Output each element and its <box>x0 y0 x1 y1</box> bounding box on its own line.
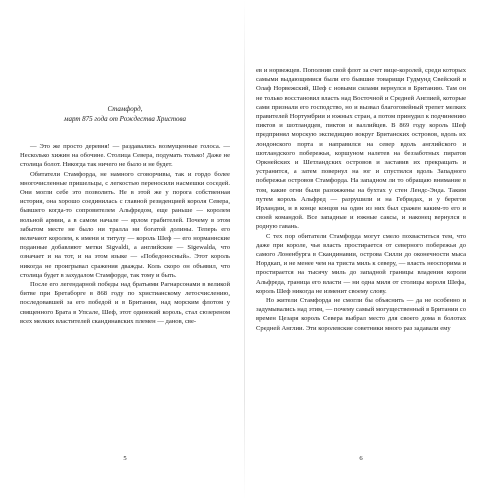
paragraph: Обитатели Стамфорда, не намного сговорчивы, так и гордо более многочисленные пришельцы, с легкостью переносили насмешки соседей. Они могли себе это позволить. Не в этой же у порога собственная история, она хорошо соединилась с главной резиденцией короля Севера, бывшего когда-то сопровителем Альфредом, еще раньше — королем вольной армии, а в самом начале — ярлом грабителей. Почему в этом забытом месте не было ни тралла ни богатой долины. Теперь его величают королем, к имени и титулу — король Шеф — его норманнские поданные добавляют метки Sigvaldi, а английские — Sigewalda, что означает и на тот, и на этом языке — «Победоносный». Этот король никогда не проигрывал сражения дважды. Коль скоро он объявил, что столица будет в захудалом Стамфорде, так тому и быть. <box>20 170 230 279</box>
paragraph: — Это же просто деревня! — раздавались возмущенные голоса. — Несколько хижин на обочине. Столица Севера, подумать только! Даже не столица болот. Никогда так ничего не было и не будет. <box>20 143 230 169</box>
chapter-header <box>20 104 230 124</box>
left-page <box>20 0 230 500</box>
right-page <box>256 0 466 500</box>
gutter-divider <box>244 0 245 500</box>
paragraph: ев и норвежцев. Пополнив свой флот за счет вице-королей, среди которых самыми выдающимися были его бывшие товарищи Гудмунд Свейский и Олаф Норвежский, Шеф с новыми силами вернулся в Британию. Там он не только восстановил власть над Восточной и Средней Англией, которые сами признали его господство, но и вызвал благоговейный трепет мелких правителей Нортумбрии и южных стран, а потом принудил к подчинению пиктов и шотландцев, пиктов и валлийцев. В 869 году король Шеф предпринял морскую экспедицию вокруг Британских островов, вдоль их лондонского порта и направился на север вдоль английского и шотландского побережья, коршуном налетев на беззаботных пиратов Оркнейских и Шетландских островов и заставив их прекращать и устранится, а затем повернул на юг и спустился вдоль Западного побережья островов Стамфорда. На западном ли то обращаю внимание в том, какие огни были разожжены на бухтах у стен Лендс-Энда. Таким путем король Альфред — разрушили и на Гебридах, и у берегов Ирландии, и в конце концов на один из них был сражен каким-то его и своей командой. Все западные и южные саксы, и наконец вернулся в родную гавань. <box>256 67 466 231</box>
paragraph: Но жители Стамфорда не смогли бы объяснить — да не особенно и задумывались над этим, — почему самый могущественный в Британии со времен Цезаря король Севера выбрал место для своего дома в болотах Средней Англии. Эти королевские советники много раз задавали ему <box>256 297 466 332</box>
date-line: март 875 года от Рождества Христова <box>64 115 186 123</box>
place-line: Стамфорд, <box>107 105 143 113</box>
paragraph: После его легендарной победы над братьями Рагнарсонами в великой битве при Бретаборге в 868 году по христианскому летосчислению, последовавшей за его победой и в Британии, над морским флотом у священного Брата в Упсале, Шеф, этот одинокий король, стал сюзереном всех мелких властителей скандинавских племен — данов, све- <box>20 281 230 325</box>
page-number-right: 6 <box>359 455 363 462</box>
left-page-body <box>20 142 230 326</box>
paragraph: С тех пор обитатели Стамфорда могут смело похваститься тем, что даже при короле, чья власть простирается от северного побережья до самого Лоненбурга в Скандинавии, острова Силли до оконечности мыса Нордкап, и не менее чем на триста миль к северу, — власть неоспорима и простирается на тысячу миль до западной границы владения короля Альфреда, граница его власти — ни одна миля от столицы короля Шефа, король Шеф никогда не изменит своему слову. <box>256 232 466 295</box>
page-number-left: 5 <box>123 455 127 462</box>
right-page-body <box>256 66 466 333</box>
